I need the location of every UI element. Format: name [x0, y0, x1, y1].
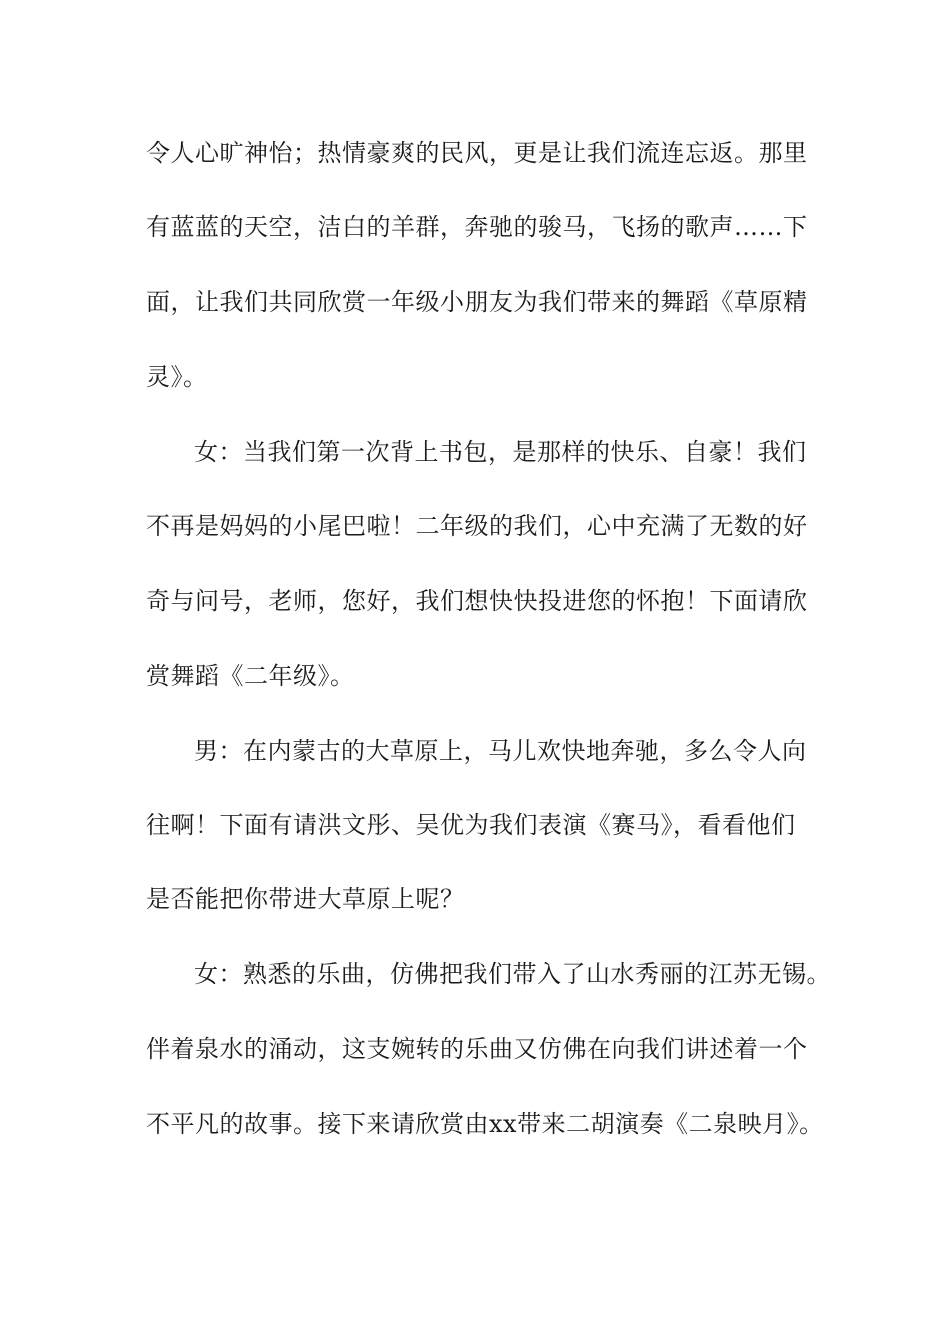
- paragraph-line: 有蓝蓝的天空，洁白的羊群，奔驰的骏马，飞扬的歌声……下: [146, 213, 808, 241]
- paragraph-line: 面，让我们共同欣赏一年级小朋友为我们带来的舞蹈《草原精: [146, 288, 808, 316]
- paragraph-line: 不平凡的故事。接下来请欣赏由xx带来二胡演奏《二泉映月》。: [146, 1110, 824, 1138]
- paragraph-line: 女：当我们第一次背上书包，是那样的快乐、自豪！我们: [194, 438, 807, 466]
- paragraph-line: 灵》。: [146, 363, 208, 391]
- paragraph-line: 不再是妈妈的小尾巴啦！二年级的我们，心中充满了无数的好: [146, 512, 808, 540]
- paragraph-line: 女：熟悉的乐曲，仿佛把我们带入了山水秀丽的江苏无锡。: [194, 960, 831, 988]
- paragraph-line: 男：在内蒙古的大草原上，马儿欢快地奔驰，多么令人向: [194, 737, 807, 765]
- paragraph-line: 是否能把你带进大草原上呢？: [146, 885, 465, 913]
- paragraph-line: 赏舞蹈《二年级》。: [146, 662, 355, 690]
- paragraph-line: 往啊！下面有请洪文彤、吴优为我们表演《赛马》，看看他们: [146, 811, 796, 839]
- paragraph-line: 令人心旷神怡；热情豪爽的民风，更是让我们流连忘返。那里: [146, 139, 808, 167]
- paragraph-line: 伴着泉水的涌动，这支婉转的乐曲又仿佛在向我们讲述着一个: [146, 1035, 808, 1063]
- paragraph-line: 奇与问号，老师，您好，我们想快快投进您的怀抱！下面请欣: [146, 587, 808, 615]
